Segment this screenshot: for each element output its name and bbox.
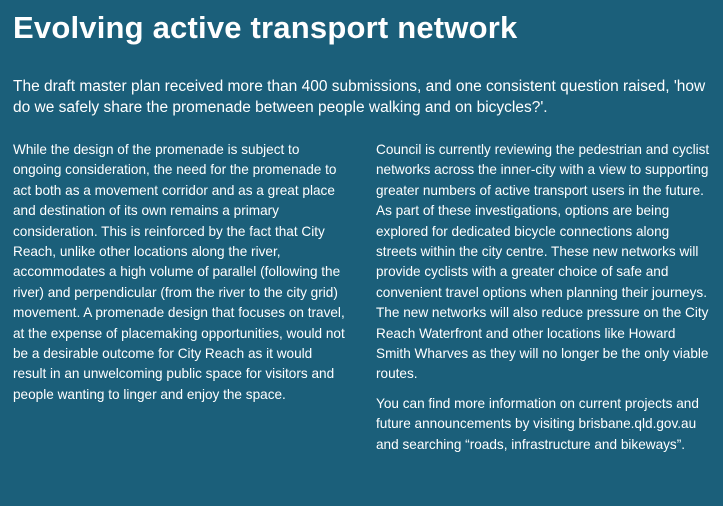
right-paragraph-2: You can find more information on current projects and future announcements by visiting brisbane.qld.gov.au and searching “roads, infrastructure and bikeways”. xyxy=(376,395,699,452)
intro-paragraph: The draft master plan received more than 400 submissions, and one consistent question raised, 'how do we safely share the promenade between people walking and on bicycles?'. xyxy=(13,78,706,116)
left-paragraph-1: While the design of the promenade is subject to ongoing consideration, the need for the promenade to act both as a movement corridor and as a great place and destination of its own remains a primary consideration. This is reinforced by the fact that City Reach, unlike other locations along the river, accommodates a high volume of parallel (following the river) and perpendicular (from the river to the city grid) movement. A promenade design that focuses on travel, at the expense of placemaking opportunities, would not be a desirable outcome for City Reach as it would result in an unwelcoming public space for visitors and people wanting to linger and enjoy the space. xyxy=(13,142,345,402)
right-column xyxy=(376,140,711,464)
page-title: Evolving active transport network xyxy=(13,10,518,45)
left-column xyxy=(13,140,348,414)
right-paragraph-1: Council is currently reviewing the pedestrian and cyclist networks across the inner-city with a view to supporting greater numbers of active transport users in the future. As part of these investigations, options are being explored for dedicated bicycle connections along streets within the city centre. These new networks will provide cyclists with a greater choice of safe and convenient travel options when planning their journeys. The new networks will also reduce pressure on the City Reach Waterfront and other locations like Howard Smith Wharves as they will no longer be the only viable routes. xyxy=(376,142,710,382)
